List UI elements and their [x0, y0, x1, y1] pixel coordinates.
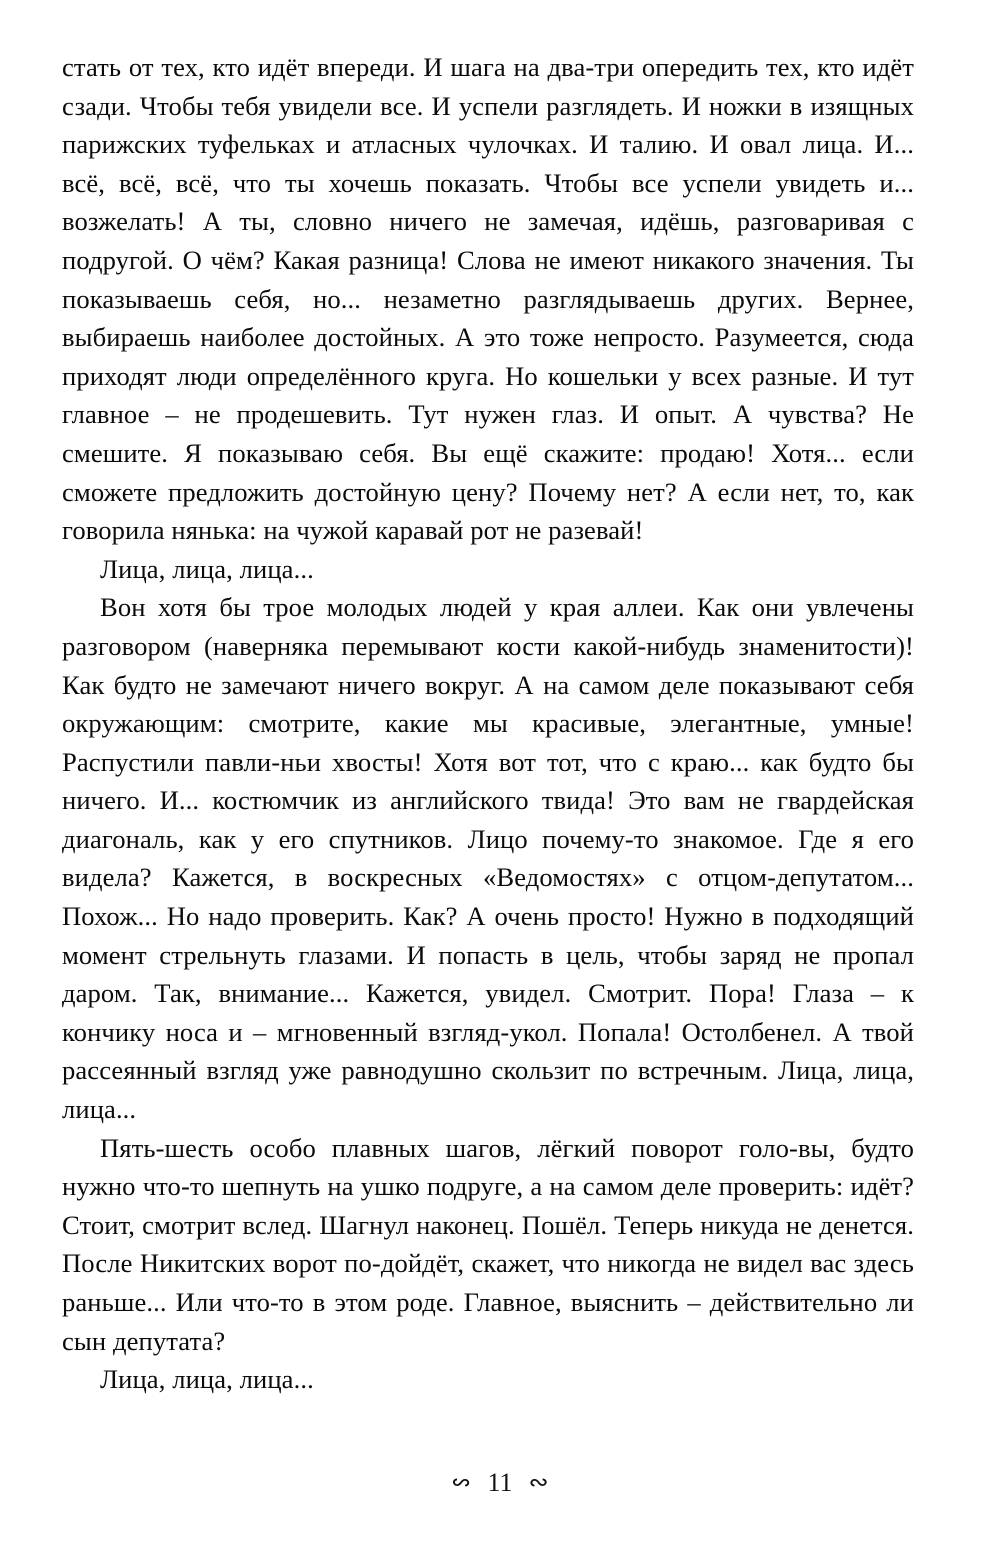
page-number: 11 [487, 1468, 513, 1497]
paragraph-5: Лица, лица, лица... [100, 1364, 314, 1395]
paragraph-2: Лица, лица, лица... [100, 553, 314, 584]
paragraph-4: Пять-шесть особо плавных шагов, лёгкий поворот голо-вы, будто нужно что-то шепнуть на ушко подруге, а на самом деле проверить: идёт? Стоит, смотрит вслед. Шагнул наконец. Пошёл. Теперь никуда не денется. После Никитских ворот по-дойдёт, скажет, что никогда не видел вас здесь раньше... Или что-то в этом роде. Главное, выяснить – действительно ли сын депутата? [62, 1132, 914, 1356]
page-footer [0, 1469, 1000, 1497]
page-body [62, 48, 914, 1399]
paragraph-1: стать от тех, кто идёт впереди. И шага на два-три опередить тех, кто идёт сзади. Чтобы тебя увидели все. И успели разглядеть. И ножки в изящных парижских туфельках и атласных чулочках. И талию. И овал лица. И... всё, всё, всё, что ты хочешь показать. Чтобы все успели увидеть и... возжелать! А ты, словно ничего не замечая, идёшь, разговаривая с подругой. О чём? Какая разница! Слова не имеют никакого значения. Ты показываешь себя, но... незаметно разглядываешь других. Вернее, выбираешь наиболее достойных. А это тоже непросто. Разумеется, сюда приходят люди определённого круга. Но кошельки у всех разные. И тут главное – не продешевить. Тут нужен глаз. И опыт. А чувства? Не смешите. Я показываю себя. Вы ещё скажите: продаю! Хотя... если сможете предложить достойную цену? Почему нет? А если нет, то, как говорила нянька: на чужой каравай рот не разевай! [62, 52, 914, 546]
ornament-right-icon: ∾ [528, 1470, 549, 1496]
paragraph-3: Вон хотя бы трое молодых людей у края аллеи. Как они увлечены разговором (наверняка перемывают кости какой-нибудь знаменитости)! Как будто не замечают ничего вокруг. А на самом деле показывают себя окружающим: смотрите, какие мы красивые, элегантные, умные! Распустили павли-ньи хвосты! Хотя вот тот, что с краю... как будто бы ничего. И... костюмчик из английского твида! Это вам не гвардейская диагональ, как у его спутников. Лицо почему-то знакомое. Где я его видела? Кажется, в воскресных «Ведомостях» с отцом-депутатом... Похож... Но надо проверить. Как? А очень просто! Нужно в подходящий момент стрельнуть глазами. И попасть в цель, чтобы заряд не пропал даром. Так, внимание... Кажется, увидел. Смотрит. Пора! Глаза – к кончику носа и – мгновенный взгляд-укол. Попала! Остолбенел. А твой рассеянный взгляд уже равнодушно скользит по встречным. Лица, лица, лица... [62, 592, 914, 1125]
ornament-left-icon: ∾ [451, 1470, 472, 1496]
